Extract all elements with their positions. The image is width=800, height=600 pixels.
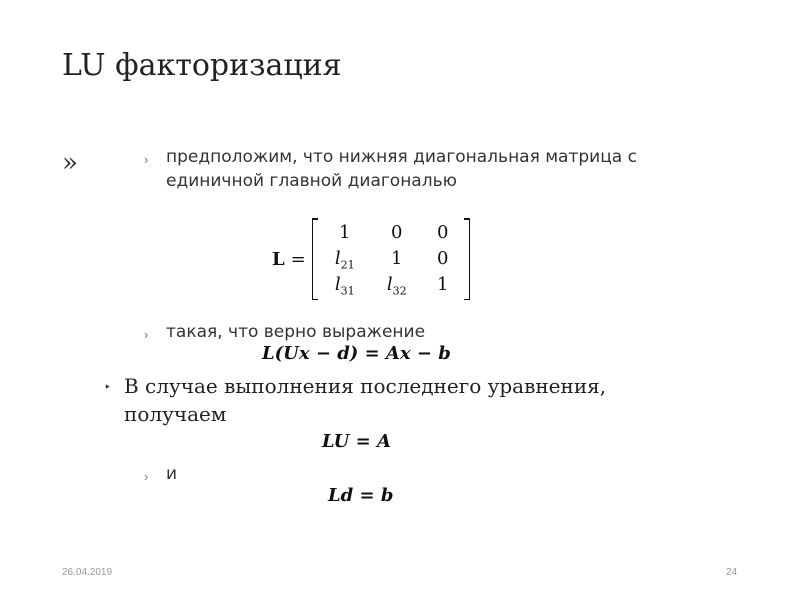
quote-mark: » — [62, 148, 78, 178]
slide-title: LU факторизация — [62, 48, 342, 83]
sub-bullet-icon: › — [144, 469, 149, 484]
matrix-cell-l31: $l_{31}$ — [334, 274, 355, 298]
matrix-cell-l21: $l_{21}$ — [334, 248, 355, 272]
matrix-cell: 0 — [437, 248, 449, 269]
equation-1: L(Ux − d) = Ax − b — [262, 343, 451, 364]
equation-3: Ld = b — [328, 485, 394, 506]
sub-bullet-icon: › — [144, 327, 149, 342]
item1-line2: единичной главной диагональю — [166, 171, 457, 191]
main-point-line2: получаем — [124, 402, 227, 426]
item2-text: такая, что верно выражение — [166, 322, 426, 342]
main-point-line1: В случае выполнения последнего уравнения, — [124, 374, 607, 398]
matrix-L — [312, 218, 470, 300]
equation-2: LU = A — [322, 431, 391, 452]
matrix-lhs: L — [272, 248, 285, 270]
matrix-cell: 0 — [391, 222, 403, 243]
footer-page-number: 24 — [726, 567, 738, 578]
item1-line1: предположим, что нижняя диагональная матрица с — [166, 147, 637, 167]
sub-bullet-icon: › — [144, 152, 149, 167]
item3-text: и — [166, 464, 178, 484]
footer-date: 26.04.2019 — [62, 567, 113, 578]
matrix-cell: 0 — [437, 222, 449, 243]
matrix-cell-l32: $l_{32}$ — [386, 274, 407, 298]
matrix-equals: = — [290, 248, 306, 270]
matrix-cell: 1 — [391, 248, 403, 269]
matrix-equation — [272, 218, 470, 300]
matrix-cell: 1 — [339, 222, 351, 243]
matrix-cell: 1 — [437, 274, 449, 295]
main-bullet-icon: ‣ — [104, 380, 112, 394]
